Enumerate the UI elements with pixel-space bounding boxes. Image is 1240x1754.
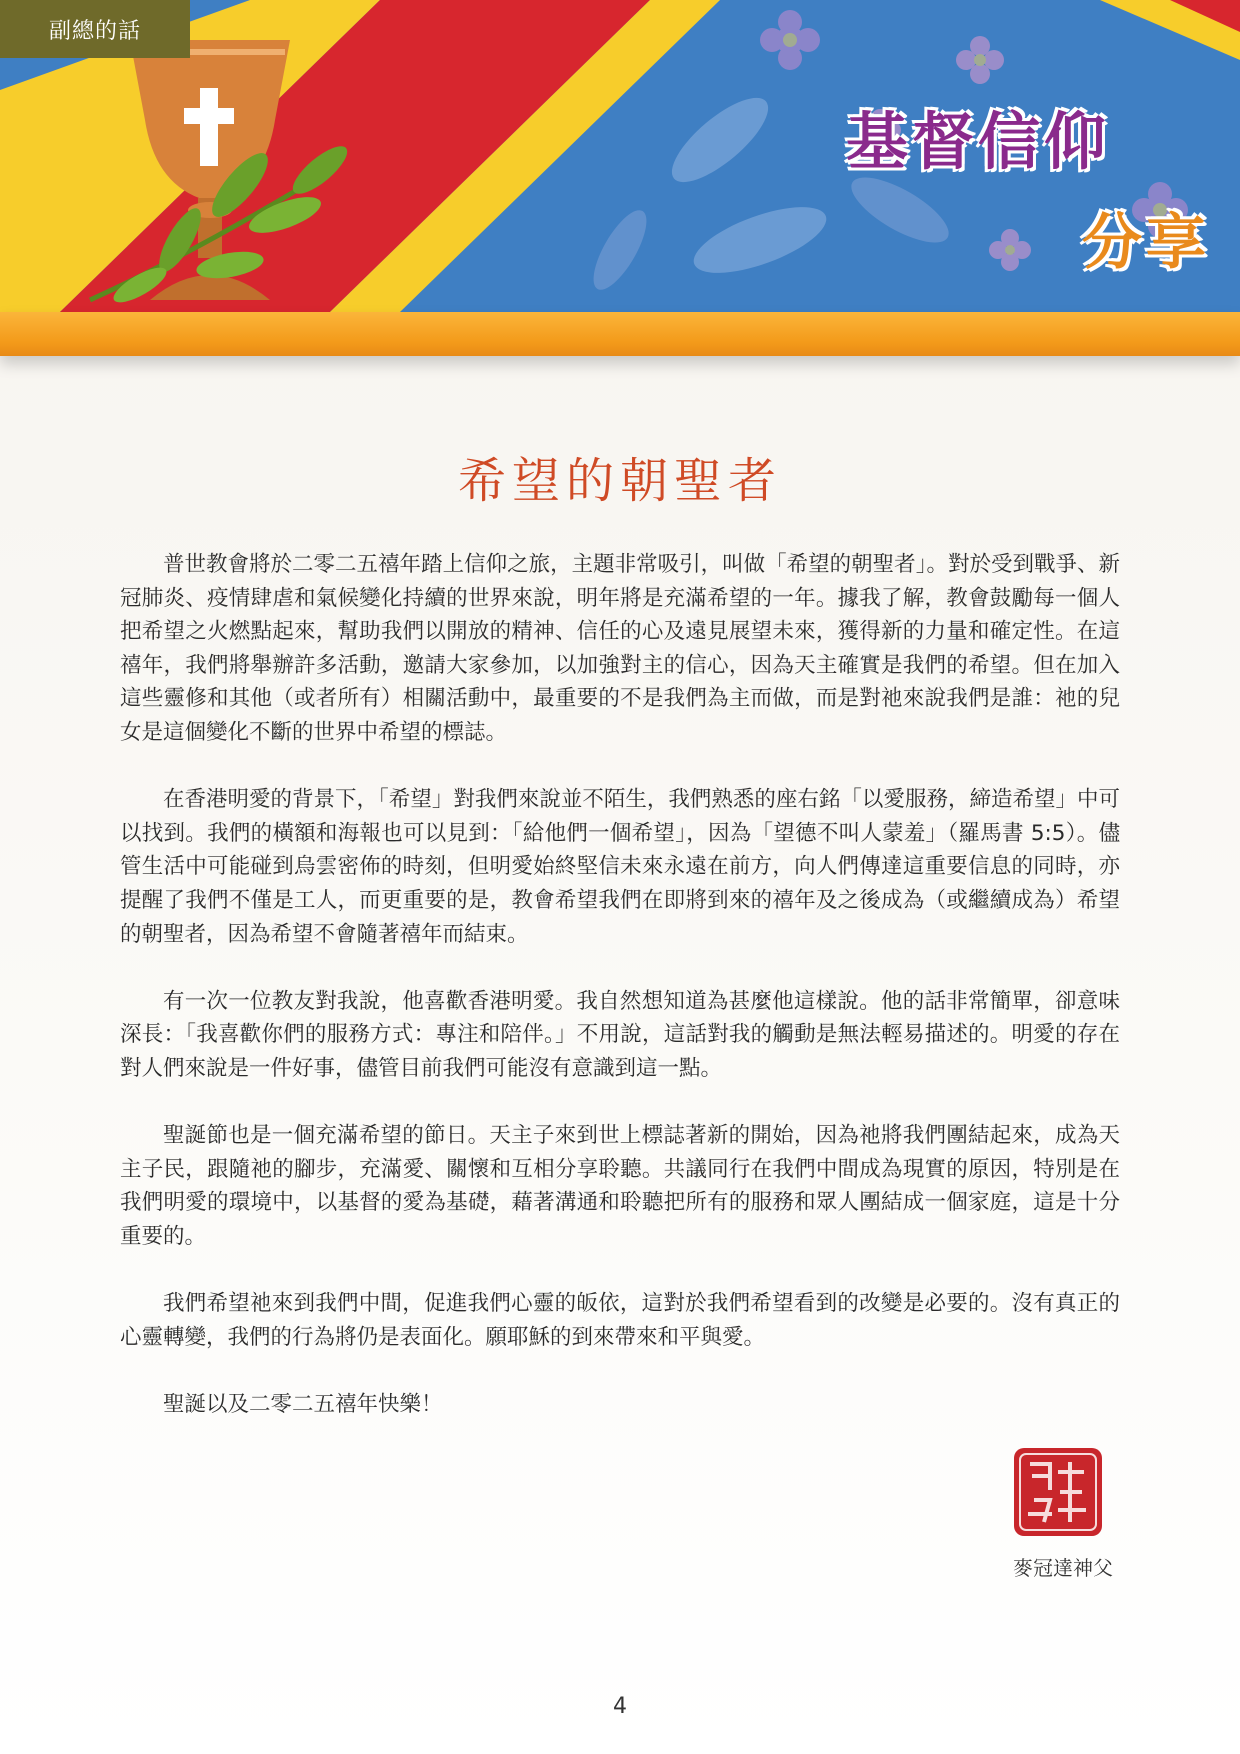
paragraph: 我們希望祂來到我們中間，促進我們心靈的皈依，這對於我們希望看到的改變是必要的。沒有真正的心靈轉變，我們的行為將仍是表面化。願耶穌的到來帶來和平與愛。 [120,1291,1120,1350]
paragraph: 在香港明愛的背景下，「希望」對我們來說並不陌生，我們熟悉的座右銘「以愛服務，締造希望」中可以找到。我們的橫額和海報也可以見到：「給他們一個希望」，因為「望德不叫人蒙羞」（羅馬書 5:5）。儘管生活中可能碰到烏雲密佈的時刻，但明愛始終堅信未來永遠在前方，向人們傳達這重要信息的同時，亦提醒了我們不僅是工人，而更重要的是，教會希望我們在即將到來的禧年及之後成為（或繼續成為）希望的朝聖者，因為希望不會隨著禧年而結束。 [120,787,1120,947]
series-title [810,92,1210,281]
paragraph: 有一次一位教友對我說，他喜歡香港明愛。我自然想知道為甚麼他這樣說。他的話非常簡單，卻意味深長：「我喜歡你們的服務方式：專注和陪伴。」不用說，這話對我的觸動是無法輕易描述的。明愛的存在對人們來說是一件好事，儘管目前我們可能沒有意識到這一點。 [120,988,1120,1081]
series-title-line1: 基督信仰 [845,105,1110,178]
section-tag: 副總的話 [0,0,190,58]
paragraph: 普世教會將於二零二五禧年踏上信仰之旅，主題非常吸引，叫做「希望的朝聖者」。對於受到戰爭、新冠肺炎、疫情肆虐和氣候變化持續的世界來說，明年將是充滿希望的一年。據我了解，教會鼓勵每一個人把希望之火燃點起來，幫助我們以開放的精神、信任的心及遠見展望未來，獲得新的力量和確定性。在這禧年，我們將舉辦許多活動，邀請大家參加，以加強對主的信心，因為天主確實是我們的希望。但在加入這些靈修和其他（或者所有）相關活動中，最重要的不是我們為主而做，而是對祂來說我們是誰：祂的兒女是這個變化不斷的世界中希望的標誌。 [120,552,1120,745]
series-title-line2: 分享 [1082,208,1210,278]
header-banner [0,0,1240,312]
page-number: 4 [613,1694,627,1719]
orange-band [0,312,1240,356]
signature: 麥冠達神父 [1013,1556,1113,1580]
paragraph: 聖誕以及二零二五禧年快樂！ [163,1391,443,1417]
article-title: 希望的朝聖者 [457,453,782,509]
article-body [120,548,1120,1455]
name-seal [1010,1444,1106,1540]
paragraph: 聖誕節也是一個充滿希望的節日。天主子來到世上標誌著新的開始，因為祂將我們團結起來，成為天主子民，跟隨祂的腳步，充滿愛、關懷和互相分享聆聽。共議同行在我們中間成為現實的原因，特別是在我們明愛的環境中，以基督的愛為基礎，藉著溝通和聆聽把所有的服務和眾人團結成一個家庭，這是十分重要的。 [120,1123,1120,1249]
